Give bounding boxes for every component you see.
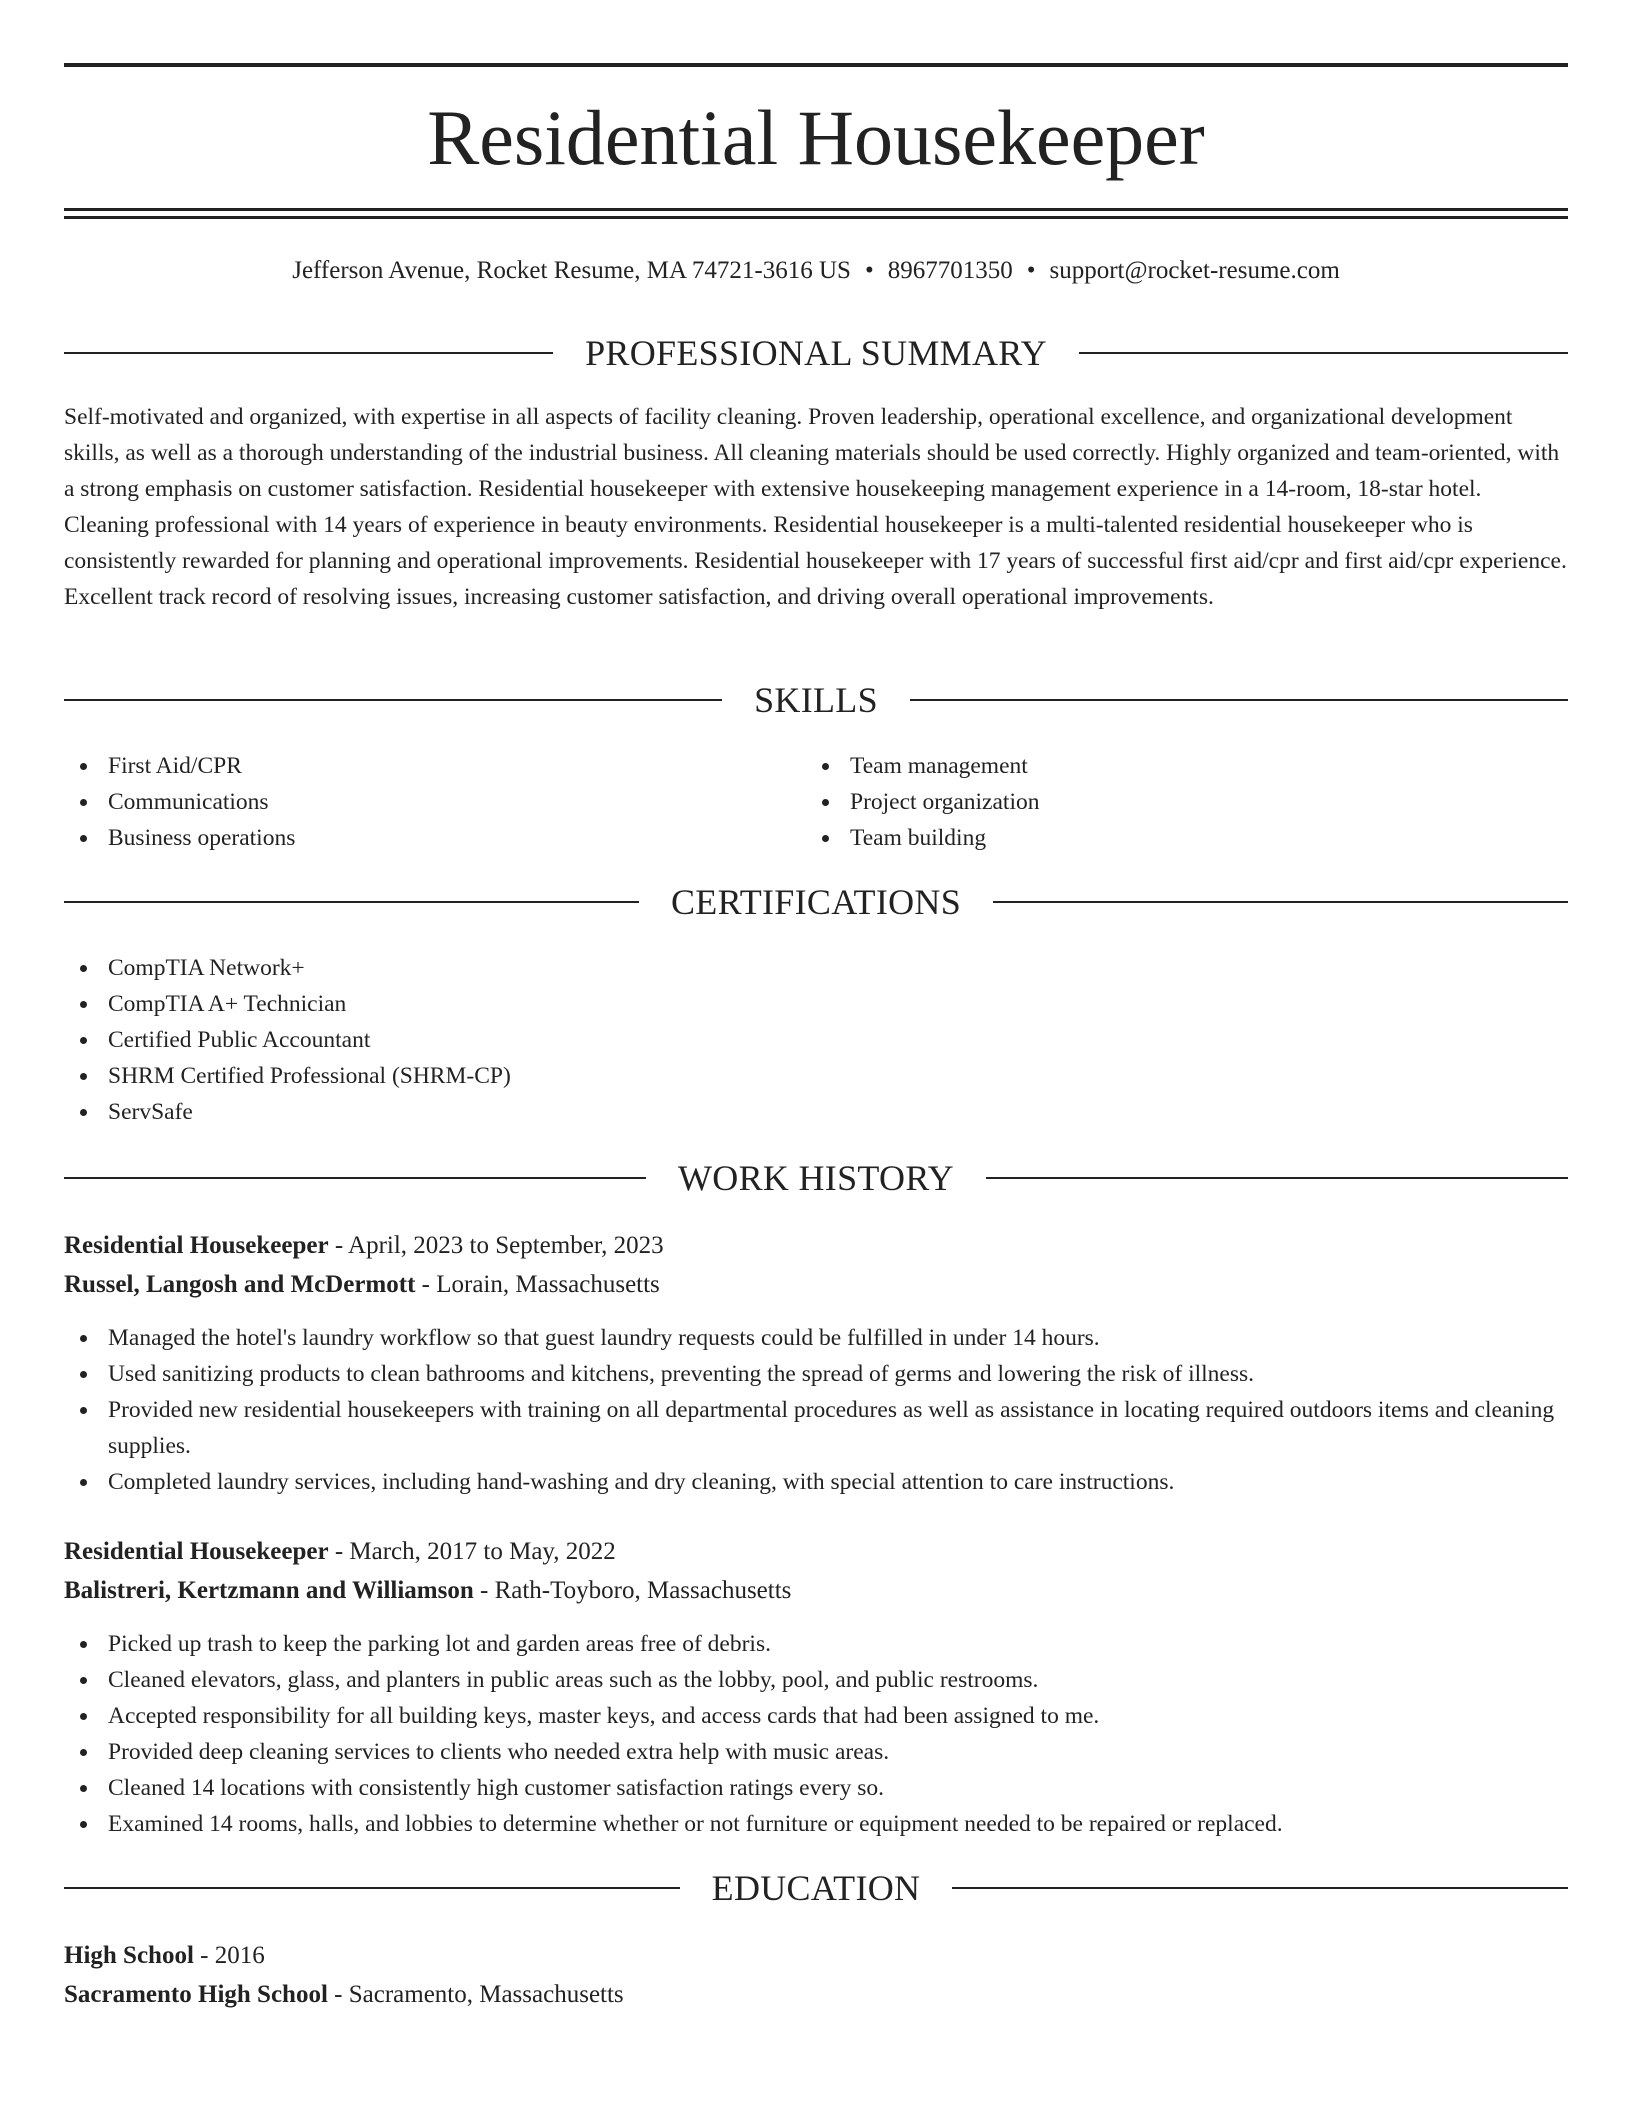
- job-company: Balistreri, Kertzmann and Williamson: [64, 1577, 474, 1604]
- skill-item: Team management: [806, 748, 1506, 784]
- job-company-line: [64, 1265, 1568, 1304]
- job-bullet: Cleaned 14 locations with consistently high customer satisfaction ratings every so.: [64, 1770, 1568, 1806]
- job-entry-header: [64, 1226, 1568, 1304]
- education-school: Sacramento High School: [64, 1981, 328, 2008]
- section-title: PROFESSIONAL SUMMARY: [585, 333, 1047, 373]
- section-heading-certifications: [64, 882, 1568, 922]
- contact-address: Jefferson Avenue, Rocket Resume, MA 74721-3616 US: [292, 257, 851, 284]
- section-heading-skills: [64, 680, 1568, 720]
- section-heading-work-history: [64, 1158, 1568, 1198]
- heading-rule: [64, 1887, 680, 1889]
- job-company: Russel, Langosh and McDermott: [64, 1271, 416, 1298]
- job-bullets: [64, 1626, 1568, 1842]
- contact-separator: •: [864, 257, 874, 284]
- heading-rule: [64, 699, 722, 701]
- education-entry: [64, 1936, 1568, 2014]
- heading-rule: [64, 901, 639, 903]
- job-bullets: [64, 1320, 1568, 1500]
- section-heading-education: [64, 1868, 1568, 1908]
- job-title: Residential Housekeeper: [64, 1538, 329, 1565]
- skill-item: Business operations: [64, 820, 764, 856]
- education-degree: High School: [64, 1942, 194, 1969]
- job-bullet: Accepted responsibility for all building keys, master keys, and access cards that had been assigned to me.: [64, 1698, 1568, 1734]
- heading-rule: [952, 1887, 1568, 1889]
- certifications-list: [64, 950, 1568, 1130]
- skills-list-right: [806, 748, 1506, 856]
- title-rule-upper: [64, 208, 1568, 211]
- section-title: SKILLS: [754, 680, 878, 720]
- education-location: - Sacramento, Massachusetts: [327, 1981, 624, 2008]
- heading-rule: [986, 1177, 1568, 1179]
- resume-title: Residential Housekeeper: [427, 94, 1205, 181]
- skill-item: Team building: [806, 820, 1506, 856]
- skills-list-left: [64, 748, 764, 856]
- skill-item: Project organization: [806, 784, 1506, 820]
- section-title: EDUCATION: [711, 1868, 921, 1908]
- certification-item: ServSafe: [64, 1094, 1568, 1130]
- heading-rule: [910, 699, 1568, 701]
- job-bullet: Used sanitizing products to clean bathrooms and kitchens, preventing the spread of germs and lowering the risk of illness.: [64, 1356, 1568, 1392]
- contact-phone: 8967701350: [887, 257, 1013, 284]
- job-location: - Rath-Toyboro, Massachusetts: [473, 1577, 792, 1604]
- job-title: Residential Housekeeper: [64, 1232, 329, 1259]
- contact-separator: •: [1026, 257, 1036, 284]
- job-bullet: Picked up trash to keep the parking lot and garden areas free of debris.: [64, 1626, 1568, 1662]
- contact-email: support@rocket-resume.com: [1049, 257, 1340, 284]
- job-bullet: Provided new residential housekeepers with training on all departmental procedures as well as assistance in locating required outdoors items and cleaning supplies.: [64, 1392, 1568, 1464]
- heading-rule: [64, 352, 553, 354]
- job-bullet: Provided deep cleaning services to clients who needed extra help with music areas.: [64, 1734, 1568, 1770]
- section-heading-summary: [64, 333, 1568, 373]
- education-school-line: [64, 1975, 1568, 2014]
- summary-text: Self-motivated and organized, with expertise in all aspects of facility cleaning. Proven leadership, operational excellence, and organizational development skills, as well as a thorough understanding of the industrial business. All cleaning materials should be used correctly. Highly organized and team-oriented, with a strong emphasis on customer satisfaction. Residential housekeeper with extensive housekeeping management experience in a 14-room, 18-star hotel. Cleaning professional with 14 years of experience in beauty environments. Residential housekeeper is a multi-talented residential housekeeper who is consistently rewarded for planning and operational improvements. Residential housekeeper with 17 years of successful first aid/cpr and first aid/cpr experience. Excellent track record of resolving issues, increasing customer satisfaction, and driving overall operational improvements.: [64, 404, 1567, 610]
- heading-rule: [1079, 352, 1568, 354]
- top-rule: [64, 63, 1568, 67]
- certification-item: CompTIA Network+: [64, 950, 1568, 986]
- job-title-line: [64, 1532, 1568, 1571]
- education-degree-line: [64, 1936, 1568, 1975]
- contact-line: [64, 255, 1568, 287]
- job-bullet: Completed laundry services, including hand-washing and dry cleaning, with special attention to care instructions.: [64, 1464, 1568, 1500]
- section-title: CERTIFICATIONS: [670, 882, 962, 922]
- job-entry-header: [64, 1532, 1568, 1610]
- skill-item: Communications: [64, 784, 764, 820]
- job-title-line: [64, 1226, 1568, 1265]
- job-dates: - April, 2023 to September, 2023: [328, 1232, 664, 1259]
- section-title: WORK HISTORY: [678, 1158, 954, 1198]
- skill-item: First Aid/CPR: [64, 748, 764, 784]
- certification-item: Certified Public Accountant: [64, 1022, 1568, 1058]
- job-bullet: Examined 14 rooms, halls, and lobbies to determine whether or not furniture or equipment needed to be repaired or replaced.: [64, 1806, 1568, 1842]
- heading-rule: [64, 1177, 646, 1179]
- job-bullet: Cleaned elevators, glass, and planters in public areas such as the lobby, pool, and public restrooms.: [64, 1662, 1568, 1698]
- certification-item: SHRM Certified Professional (SHRM-CP): [64, 1058, 1568, 1094]
- job-dates: - March, 2017 to May, 2022: [328, 1538, 616, 1565]
- job-location: - Lorain, Massachusetts: [415, 1271, 660, 1298]
- certification-item: CompTIA A+ Technician: [64, 986, 1568, 1022]
- job-company-line: [64, 1571, 1568, 1610]
- job-bullet: Managed the hotel's laundry workflow so that guest laundry requests could be fulfilled in under 14 hours.: [64, 1320, 1568, 1356]
- education-year: - 2016: [193, 1942, 265, 1969]
- title-rule-lower: [64, 216, 1568, 219]
- heading-rule: [993, 901, 1568, 903]
